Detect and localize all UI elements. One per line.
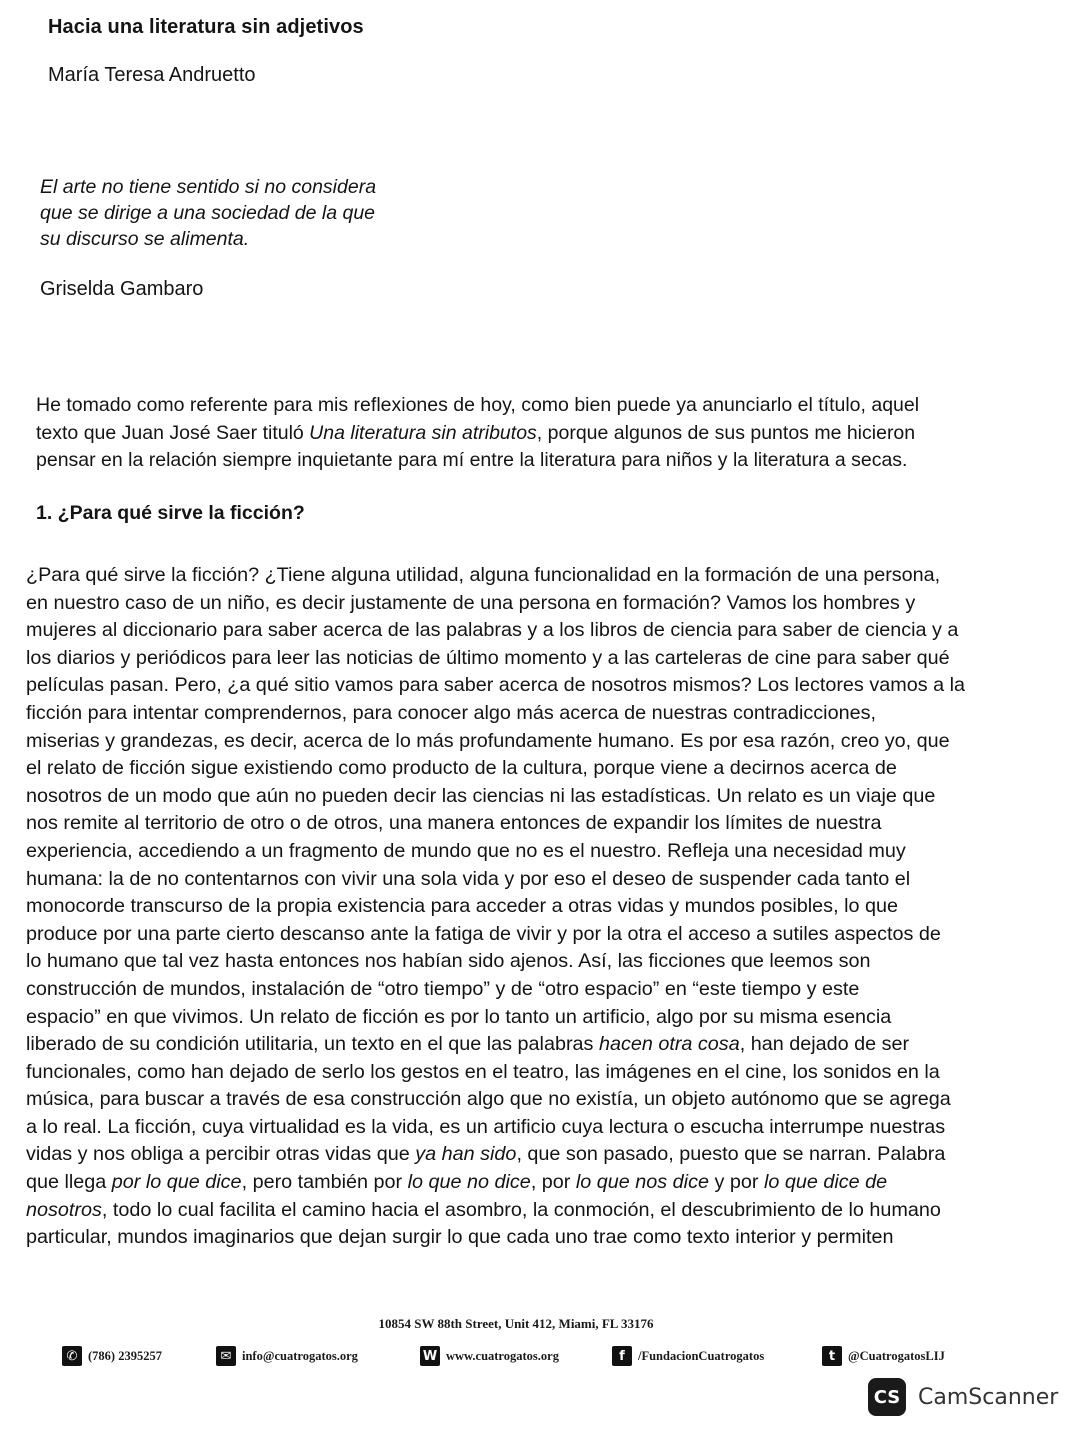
text-segment: , porque algunos de sus puntos me hicieron xyxy=(536,421,916,444)
camscanner-logo-icon: CS xyxy=(868,1378,906,1416)
italic-text: lo que dice de xyxy=(763,1171,888,1194)
text-segment: particular, mundos imaginarios que dejan surgir lo que cada uno trae como texto interior y permiten xyxy=(26,1226,894,1249)
document-title: Hacia una literatura sin adjetivos xyxy=(48,16,364,38)
contact-text: (786) 2395257 xyxy=(88,1348,162,1363)
text-line xyxy=(26,838,1036,866)
web-icon: W xyxy=(420,1346,440,1366)
text-segment: en nuestro caso de un niño, es decir justamente de una persona en formación? Vamos los hombres y xyxy=(26,591,916,614)
epigraph xyxy=(40,174,376,252)
text-line xyxy=(26,728,1036,756)
italic-text: nosotros xyxy=(26,1198,102,1221)
text-segment: ¿Para qué sirve la ficción? ¿Tiene alguna utilidad, alguna funcionalidad en la formación de una persona, xyxy=(26,564,941,586)
text-segment: nosotros de un modo que aún no pueden decir las ciencias ni las estadísticas. Un relato es un viaje que xyxy=(26,784,936,807)
contact-email xyxy=(216,1346,358,1366)
contact-phone xyxy=(62,1346,162,1366)
section-paragraph xyxy=(26,562,1036,1252)
camscanner-watermark xyxy=(868,1378,1058,1416)
text-segment: , pero también por xyxy=(241,1171,408,1194)
text-segment: que llega xyxy=(26,1171,112,1194)
text-segment: y por xyxy=(708,1171,764,1194)
text-segment: funcionales, como han dejado de serlo los gestos en el teatro, las imágenes en el cine, los sonidos en la xyxy=(26,1060,940,1083)
text-line xyxy=(26,1004,1036,1032)
text-segment: nos remite al territorio de otro o de otros, una manera entonces de expandir los límites de nuestra xyxy=(26,812,882,835)
italic-text: ya han sido xyxy=(415,1143,517,1166)
section-heading: 1. ¿Para qué sirve la ficción? xyxy=(36,502,305,524)
italic-text: lo que nos dice xyxy=(575,1171,709,1194)
text-line xyxy=(26,1031,1036,1059)
text-segment: , que son pasado, puesto que se narran. Palabra xyxy=(516,1143,946,1166)
contact-text: /FundacionCuatrogatos xyxy=(638,1348,765,1363)
contact-text: info@cuatrogatos.org xyxy=(242,1348,358,1363)
text-line xyxy=(26,755,1036,783)
text-line xyxy=(26,783,1036,811)
footer-address: 10854 SW 88th Street, Unit 412, Miami, FL 33176 xyxy=(378,1316,654,1331)
text-segment: a lo real. La ficción, cuya virtualidad es la vida, es un artificio cuya lectura o escucha interrumpe nuestras xyxy=(26,1115,946,1138)
text-line xyxy=(26,1086,1036,1114)
text-segment: experiencia, accediendo a un fragmento de mundo que no es el nuestro. Refleja una necesidad muy xyxy=(26,839,906,862)
italic-text: hacen otra cosa xyxy=(598,1033,740,1056)
text-line xyxy=(26,1114,1036,1142)
mail-icon: ✉ xyxy=(216,1346,236,1366)
text-line xyxy=(36,392,1036,420)
text-segment: , todo lo cual facilita el camino hacia el asombro, la conmoción, el descubrimiento de lo humano xyxy=(101,1198,941,1221)
text-line xyxy=(26,866,1036,894)
text-line xyxy=(26,810,1036,838)
text-line xyxy=(26,700,1036,728)
text-segment: música, para buscar a través de esa construcción algo que no existía, un objeto autónomo que se agrega xyxy=(26,1088,951,1111)
text-segment: , han dejado de ser xyxy=(739,1033,910,1056)
italic-text: por lo que dice xyxy=(111,1171,242,1194)
text-line xyxy=(26,1224,1036,1252)
text-segment: He tomado como referente para mis reflexiones de hoy, como bien puede ya anunciarlo el título, aquel xyxy=(36,394,920,416)
text-segment: espacio” en que vivimos. Un relato de ficción es por lo tanto un artificio, algo por su misma esencia xyxy=(26,1005,892,1028)
contact-text: www.cuatrogatos.org xyxy=(446,1348,559,1363)
text-line xyxy=(26,1169,1036,1197)
epigraph-author: Griselda Gambaro xyxy=(40,278,204,300)
italic-text: Una literatura sin atributos xyxy=(309,421,537,444)
text-line xyxy=(26,617,1036,645)
italic-text: lo que no dice xyxy=(407,1171,531,1194)
text-segment: produce por una parte cierto descanso ante la fatiga de vivir y por la otra el acceso a sutiles aspectos de xyxy=(26,922,941,945)
facebook-icon: f xyxy=(612,1346,632,1366)
text-segment: pensar en la relación siempre inquietante para mí entre la literatura para niños y la literatura a secas. xyxy=(36,449,908,471)
text-segment: el relato de ficción sigue existiendo como producto de la cultura, porque viene a decirnos acerca de xyxy=(26,757,897,780)
text-line xyxy=(26,590,1036,618)
text-segment: liberado de su condición utilitaria, un texto en el que las palabras xyxy=(26,1033,599,1056)
text-segment: lo humano que tal vez hasta entonces nos habían sido ajenos. Así, las ficciones que leemos son xyxy=(26,950,871,973)
text-segment: , por xyxy=(530,1171,576,1194)
text-line xyxy=(36,447,1036,475)
phone-icon: ✆ xyxy=(62,1346,82,1366)
text-line xyxy=(36,420,1036,448)
text-segment: construcción de mundos, instalación de “otro tiempo” y de “otro espacio” en “este tiempo y este xyxy=(26,977,860,1000)
text-segment: ficción para intentar comprendernos, para conocer algo más acerca de nuestras contradicciones, xyxy=(26,701,876,724)
text-segment: los diarios y periódicos para leer las noticias de último momento y a las carteleras de cine para saber qué xyxy=(26,646,950,669)
text-line xyxy=(26,893,1036,921)
intro-paragraph xyxy=(36,392,1036,475)
text-line xyxy=(26,672,1036,700)
text-segment: humana: la de no contentarnos con vivir una sola vida y por eso el deseo de suspender cada tanto el xyxy=(26,867,911,890)
text-line xyxy=(26,976,1036,1004)
epigraph-line: El arte no tiene sentido si no considera xyxy=(40,176,377,198)
epigraph-line: su discurso se alimenta. xyxy=(40,228,250,250)
contact-text: @CuatrogatosLIJ xyxy=(848,1348,945,1363)
epigraph-line: que se dirige a una sociedad de la que xyxy=(40,202,376,224)
contact-twitter xyxy=(822,1346,945,1366)
text-segment: vidas y nos obliga a percibir otras vidas que xyxy=(26,1143,416,1166)
text-line xyxy=(26,1141,1036,1169)
text-segment: miserias y grandezas, es decir, acerca de lo más profundamente humano. Es por esa razón, creo yo, que xyxy=(26,729,950,752)
contact-web xyxy=(420,1346,559,1366)
text-line xyxy=(26,1059,1036,1087)
document-author: María Teresa Andruetto xyxy=(48,64,256,86)
text-line xyxy=(26,921,1036,949)
contact-facebook xyxy=(612,1346,764,1366)
text-segment: mujeres al diccionario para saber acerca de las palabras y a los libros de ciencia para saber de ciencia y a xyxy=(26,619,959,642)
twitter-icon: t xyxy=(822,1346,842,1366)
text-line xyxy=(26,645,1036,673)
text-line xyxy=(26,562,1036,590)
camscanner-label: CamScanner xyxy=(918,1384,1059,1410)
text-segment: monocorde transcurso de la propia existencia para acceder a otras vidas y mundos posibles, lo que xyxy=(26,895,898,918)
text-line xyxy=(26,1197,1036,1225)
text-line xyxy=(26,948,1036,976)
text-segment: películas pasan. Pero, ¿a qué sitio vamos para saber acerca de nosotros mismos? Los lectores vamos a la xyxy=(26,674,965,697)
text-segment: texto que Juan José Saer tituló xyxy=(36,421,310,444)
